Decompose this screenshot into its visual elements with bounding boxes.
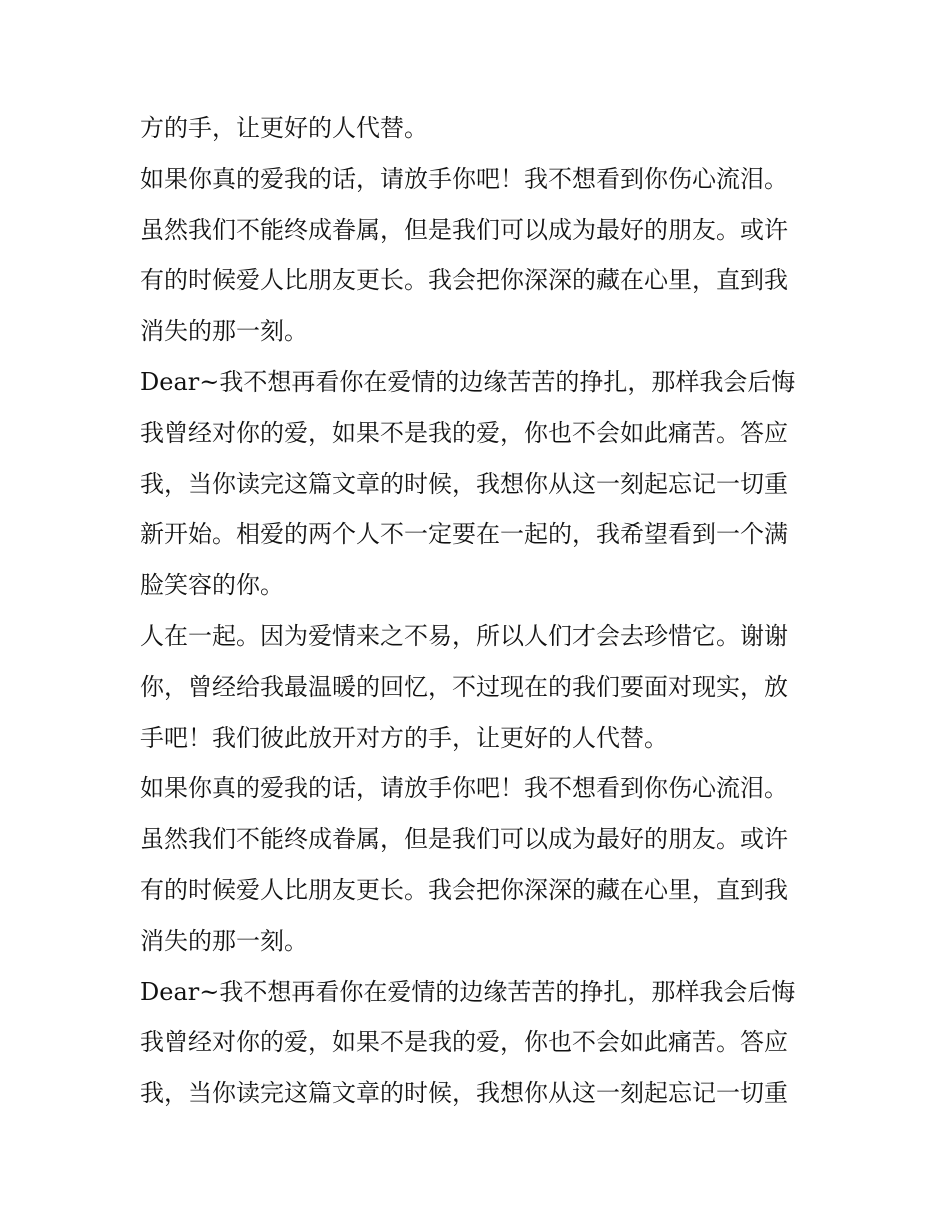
text-line: 我，当你读完这篇文章的时候，我想你从这一刻起忘记一切重	[140, 469, 788, 498]
text-line: 如果你真的爱我的话，请放手你吧！我不想看到你伤心流泪。	[140, 164, 788, 193]
text-line: 你，曾经给我最温暖的回忆，不过现在的我们要面对现实，放	[140, 672, 788, 701]
text-line: 新开始。相爱的两个人不一定要在一起的，我希望看到一个满	[140, 520, 788, 549]
text-line: 我，当你读完这篇文章的时候，我想你从这一刻起忘记一切重	[140, 1079, 788, 1108]
text-line: Dear~我不想再看你在爱情的边缘苦苦的挣扎，那样我会后悔	[140, 367, 796, 396]
text-line: 消失的那一刻。	[140, 926, 308, 955]
text-line: 如果你真的爱我的话，请放手你吧！我不想看到你伤心流泪。	[140, 774, 788, 803]
text-line: 有的时候爱人比朋友更长。我会把你深深的藏在心里，直到我	[140, 875, 788, 904]
text-line: 我曾经对你的爱，如果不是我的爱，你也不会如此痛苦。答应	[140, 1028, 788, 1057]
text-line: 虽然我们不能终成眷属，但是我们可以成为最好的朋友。或许	[140, 215, 788, 244]
text-line: 我曾经对你的爱，如果不是我的爱，你也不会如此痛苦。答应	[140, 418, 788, 447]
text-line: 方的手，让更好的人代替。	[140, 114, 428, 142]
text-line: 人在一起。因为爱情来之不易，所以人们才会去珍惜它。谢谢	[140, 621, 788, 650]
text-line: 脸笑容的你。	[140, 571, 284, 600]
text-line: 消失的那一刻。	[140, 317, 308, 346]
text-line: 有的时候爱人比朋友更长。我会把你深深的藏在心里，直到我	[140, 266, 788, 295]
document-body	[140, 103, 820, 1119]
text-line: Dear~我不想再看你在爱情的边缘苦苦的挣扎，那样我会后悔	[140, 977, 796, 1006]
text-line: 手吧！我们彼此放开对方的手，让更好的人代替。	[140, 723, 668, 752]
text-line: 虽然我们不能终成眷属，但是我们可以成为最好的朋友。或许	[140, 825, 788, 854]
